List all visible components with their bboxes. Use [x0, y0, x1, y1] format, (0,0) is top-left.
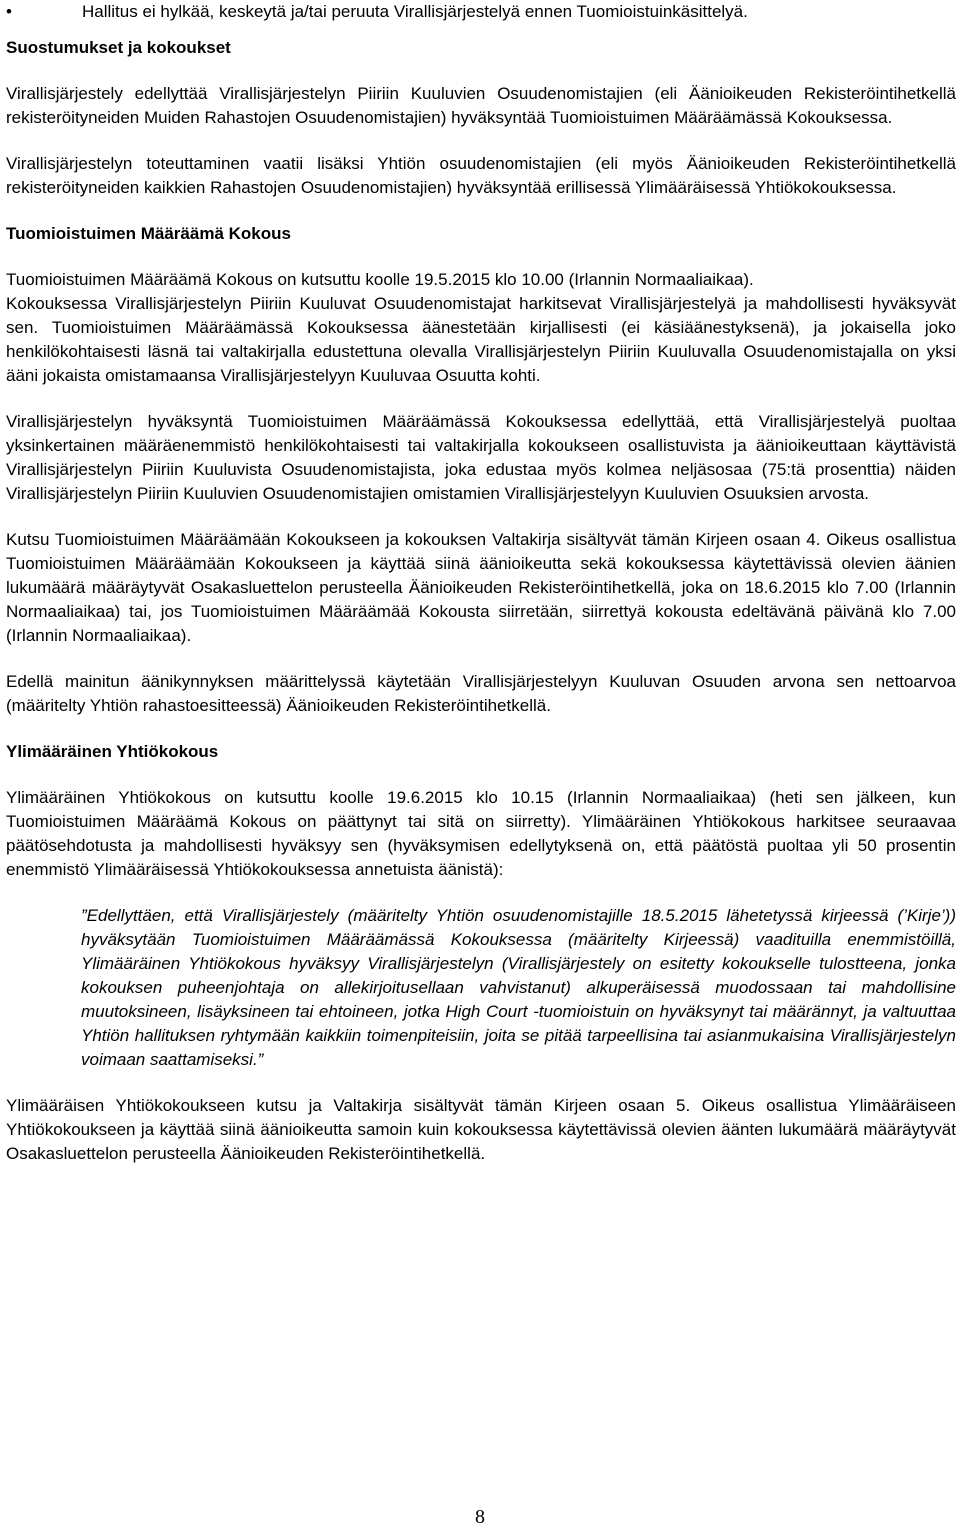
document-page — [6, 0, 956, 1188]
paragraph: Kutsu Tuomioistuimen Määräämään Kokoukseen ja kokouksen Valtakirja sisältyvät tämän Kirjeen osaan 4. Oikeus osallistua Tuomioistuimen Määräämään Kokoukseen ja käyttää siinä äänioikeutta sekä kokouksessa käytettävissä olevien äänien lukumäärä määräytyvät Osakasluettelon perusteella Äänioikeuden Rekisteröintihetkellä, joka on 18.6.2015 klo 7.00 (Irlannin Normaaliaikaa) tai, jos Tuomioistuimen Määräämää Kokousta siirretään, siirrettyä kokousta edeltävänä päivänä klo 7.00 (Irlannin Normaaliaikaa). — [6, 530, 956, 645]
paragraph: Edellä mainitun äänikynnyksen määrittelyssä käytetään Virallisjärjestelyyn Kuuluvan Osuuden arvona sen nettoarvoa (määritelty Yhtiön rahastoesitteessä) Äänioikeuden Rekisteröintihetkellä. — [6, 672, 956, 715]
paragraph: Virallisjärjestelyn toteuttaminen vaatii lisäksi Yhtiön osuudenomistajien (eli myös Äänioikeuden Rekisteröintihetkellä rekisteröityneiden kaikkien Rahastojen Osuudenomistajien) hyväksyntää erillisessä Ylimääräisessä Yhtiökokouksessa. — [6, 154, 956, 197]
bullet-icon: • — [6, 2, 12, 21]
paragraph: Virallisjärjestelyn hyväksyntä Tuomioistuimen Määräämässä Kokouksessa edellyttää, että Virallisjärjestelyä puoltaa yksinkertainen määräenemmistö henkilökohtaisesti tai valtakirjalla kokoukseen osallistuvista ja äänioikeuttaan käyttävistä Virallisjärjestelyn Piiriin Kuuluvista Osuudenomistajista, joka edustaa myös kolmea neljäsosaa (75:tä prosenttia) näiden Virallisjärjestelyn Piiriin Kuuluvien Osuudenomistajien omistamien Virallisjärjestelyyn Kuuluvien Osuuksien arvosta. — [6, 412, 956, 503]
section-heading-tuomioistuimen-kokous: Tuomioistuimen Määräämä Kokous — [6, 224, 291, 243]
paragraph: Tuomioistuimen Määräämä Kokous on kutsuttu koolle 19.5.2015 klo 10.00 (Irlannin Normaaliaikaa). — [6, 270, 754, 289]
resolution-quote: ”Edellyttäen, että Virallisjärjestely (määritelty Yhtiön osuudenomistajille 18.5.2015 lähetetyssä kirjeessä (’Kirje’)) hyväksytään Tuomioistuimen Määräämässä Kokouksessa (määritelty Kirjeessä) vaadituilla enemmistöillä, Ylimääräinen Yhtiökokous hyväksyy Virallisjärjestelyn (Virallisjärjestely on esitetty kokoukselle tulostteena, jonka kokouksen puheenjohtaja on allekirjoitusellaan vahvistanut) alkuperäisessä muodossaan tai mahdollisine muutoksineen, lisäyksineen tai ehtoineen, jotka High Court -tuomioistuin on hyväksynyt tai määrännyt, ja valtuuttaa Yhtiön hallituksen ryhtymään kaikkiin toimenpiteisiin, joita se pitää tarpeellisina tai asianmukaisina Virallisjärjestelyn voimaan saattamiseksi.” — [81, 906, 956, 1069]
bullet-item — [6, 0, 956, 24]
paragraph: Ylimääräinen Yhtiökokous on kutsuttu koolle 19.6.2015 klo 10.15 (Irlannin Normaaliaikaa) (heti sen jälkeen, kun Tuomioistuimen Määräämä Kokous on päättynyt tai sitä on siirretty). Ylimääräinen Yhtiökokous harkitsee seuraavaa päätösehdotusta ja mahdollisesti hyväksyy sen (hyväksymisen edellytyksenä on, että päätöstä puoltaa yli 50 prosentin enemmistö Ylimääräisessä Yhtiökokouksessa annetuista äänistä): — [6, 788, 956, 879]
paragraph: Kokouksessa Virallisjärjestelyn Piiriin Kuuluvat Osuudenomistajat harkitsevat Virallisjärjestelyä ja mahdollisesti hyväksyvät sen. Tuomioistuimen Määräämässä Kokouksessa äänestetään kirjallisesti (ei käsiäänestyksenä), ja jokaisella joko henkilökohtaisesti läsnä tai valtakirjalla edustettuna olevalla Virallisjärjestelyn Piiriin Kuuluvalla Osuudenomistajalla on yksi ääni jokaista omistamaansa Virallisjärjestelyyn Kuuluvaa Osuutta kohti. — [6, 294, 956, 385]
paragraph: Virallisjärjestely edellyttää Virallisjärjestelyn Piiriin Kuuluvien Osuudenomistajien (eli Äänioikeuden Rekisteröintihetkellä rekisteröityneiden Muiden Rahastojen Osuudenomistajien) hyväksyntää Tuomioistuimen Määräämässä Kokouksessa. — [6, 84, 956, 127]
paragraph: Ylimääräisen Yhtiökokoukseen kutsu ja Valtakirja sisältyvät tämän Kirjeen osaan 5. Oikeus osallistua Ylimääräiseen Yhtiökokoukseen ja käyttää siinä äänioikeutta samoin kuin kokouksessa käytettävissä olevien äänten lukumäärä määräytyvät Osakasluettelon perusteella Äänioikeuden Rekisteröintihetkellä. — [6, 1096, 956, 1163]
section-heading-ylimaarainen-yhtiokokous: Ylimääräinen Yhtiökokous — [6, 742, 219, 761]
bullet-text: Hallitus ei hylkää, keskeytä ja/tai peruuta Virallisjärjestelyä ennen Tuomioistuinkäsittelyä. — [82, 2, 748, 21]
section-heading-suostumukset: Suostumukset ja kokoukset — [6, 38, 231, 57]
page-number: 8 — [475, 1506, 485, 1528]
